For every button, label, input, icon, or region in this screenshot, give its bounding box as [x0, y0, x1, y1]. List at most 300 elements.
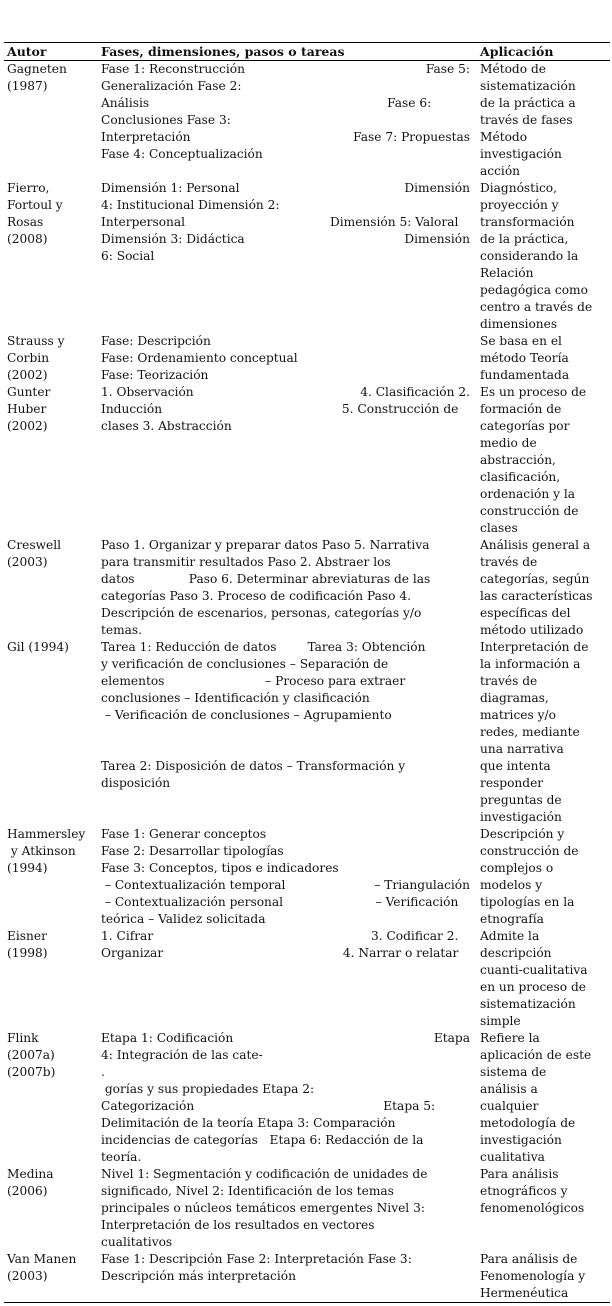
- fases-line-right: [470, 860, 478, 877]
- autor-line: (1994): [7, 861, 48, 875]
- fases-line-right: [470, 1047, 478, 1064]
- fases-line-left: Inducción: [101, 402, 163, 416]
- cell-autor: [4, 61, 101, 180]
- fases-line-right: [470, 843, 478, 860]
- autor-line: Huber: [7, 402, 47, 416]
- cell-fases: [101, 1166, 478, 1251]
- fases-line-left: Organizar: [101, 946, 164, 960]
- fases-line: [101, 112, 478, 129]
- autor-line: (2007b): [7, 1065, 56, 1079]
- autor-line: Medina: [7, 1167, 54, 1181]
- fases-line-right: [470, 418, 478, 435]
- fases-line-left: Fase 3: Conceptos, tipos e indicadores: [101, 861, 339, 875]
- fases-line-left: Etapa 1: Codificación: [101, 1031, 234, 1045]
- fases-line-right: Fase 6:: [387, 96, 470, 110]
- cell-aplicacion: [478, 1166, 610, 1251]
- cell-fases: [101, 61, 478, 180]
- fases-line-left: datos Paso 6. Determinar abreviaturas de las: [101, 572, 431, 586]
- fases-line-right: [470, 537, 478, 554]
- fases-line-left: Conclusiones Fase 3:: [101, 113, 231, 127]
- fases-line: [101, 588, 478, 605]
- fases-line: [101, 1132, 478, 1149]
- aplicacion-line: fundamentada: [480, 368, 570, 382]
- fases-line-left: Interpersonal: [101, 215, 186, 229]
- fases-line-left: significado, Nivel 2: Identificación de los temas: [101, 1184, 394, 1198]
- fases-line: [101, 333, 478, 350]
- aplicacion-line: matrices y/o: [480, 708, 556, 722]
- aplicacion-line: específicas del: [480, 606, 571, 620]
- fases-line: [101, 945, 478, 962]
- autor-line: y Atkinson: [7, 844, 76, 858]
- fases-line-left: Fase: Teorización: [101, 368, 209, 382]
- fases-line-right: [470, 1183, 478, 1200]
- aplicacion-line: de la práctica a: [480, 96, 576, 110]
- fases-line-right: [470, 1166, 478, 1183]
- autor-line: Creswell: [7, 538, 62, 552]
- aplicacion-line: la información a: [480, 657, 581, 671]
- aplicacion-line: construcción de: [480, 504, 579, 518]
- autor-line: (2008): [7, 232, 48, 246]
- aplicacion-line: responder: [480, 776, 544, 790]
- aplicacion-line: redes, mediante: [480, 725, 580, 739]
- cell-fases: [101, 384, 478, 537]
- autor-line: (2003): [7, 1269, 48, 1283]
- fases-line: [101, 1115, 478, 1132]
- fases-line-left: Tarea 2: Disposición de datos – Transformación y: [101, 759, 406, 773]
- fases-line-left: Fase: Descripción: [101, 334, 211, 348]
- aplicacion-line: en un proceso de: [480, 980, 586, 994]
- aplicacion-line: ordenación y la: [480, 487, 576, 501]
- fases-line-right: [470, 1115, 478, 1132]
- autor-line: Flink: [7, 1031, 39, 1045]
- table-row: [4, 1030, 610, 1166]
- fases-line-right: [470, 707, 478, 724]
- fases-line-right: [470, 367, 478, 384]
- aplicacion-line: Para análisis de: [480, 1252, 578, 1266]
- fases-line-right: [470, 350, 478, 367]
- aplicacion-line: análisis a: [480, 1082, 538, 1096]
- autor-line: (2006): [7, 1184, 48, 1198]
- aplicacion-line: abstracción,: [480, 453, 556, 467]
- fases-line: [101, 1234, 478, 1251]
- fases-line: [101, 707, 478, 724]
- autor-line: Strauss y: [7, 334, 65, 348]
- aplicacion-line: etnográficos y: [480, 1184, 568, 1198]
- table-row: [4, 1166, 610, 1251]
- aplicacion-line: método Teoría: [480, 351, 569, 365]
- aplicacion-line: centro a través de: [480, 300, 593, 314]
- aplicacion-line: de la práctica,: [480, 232, 569, 246]
- fases-line-right: [470, 1268, 478, 1285]
- aplicacion-line: Es un proceso de: [480, 385, 587, 399]
- fases-line: [101, 741, 478, 758]
- fases-line-left: 1. Cifrar: [101, 929, 154, 943]
- cell-fases: [101, 180, 478, 333]
- fases-line: [101, 622, 478, 639]
- fases-line: [101, 843, 478, 860]
- fases-line-right: Etapa: [433, 1031, 470, 1045]
- aplicacion-line: pedagógica como: [480, 283, 588, 297]
- fases-line: [101, 860, 478, 877]
- aplicacion-line: simple: [480, 1014, 521, 1028]
- fases-line-right: [470, 826, 478, 843]
- fases-line-right: [470, 758, 478, 775]
- aplicacion-line: considerando la: [480, 249, 579, 263]
- table-row: [4, 1251, 610, 1302]
- fases-line-left: Fase 1: Descripción Fase 2: Interpretación Fase 3:: [101, 1252, 412, 1266]
- autor-line: (1998): [7, 946, 48, 960]
- aplicacion-line: Método de: [480, 62, 546, 76]
- aplicacion-line: diagramas,: [480, 691, 549, 705]
- fases-line: [101, 1047, 478, 1064]
- table-row: [4, 639, 610, 826]
- fases-line-left: Categorización: [101, 1099, 195, 1113]
- fases-line-right: [470, 605, 478, 622]
- fases-line: [101, 214, 478, 231]
- header-fases: Fases, dimensiones, pasos o tareas: [101, 44, 345, 59]
- table-header: [4, 43, 610, 60]
- fases-line-left: Generalización Fase 2:: [101, 79, 242, 93]
- fases-line-left: y verificación de conclusiones – Separación de: [101, 657, 389, 671]
- fases-line-right: Fase 5:: [425, 62, 470, 76]
- fases-line-left: Descripción más interpretación: [101, 1269, 296, 1283]
- fases-line-left: incidencias de categorías Etapa 6: Redacción de la: [101, 1133, 424, 1147]
- fases-line-right: [470, 78, 478, 95]
- fases-line-right: [470, 1200, 478, 1217]
- autor-line: Gil (1994): [7, 640, 69, 654]
- fases-line-left: conclusiones – Identificación y clasificación: [101, 691, 370, 705]
- fases-line-left: Tarea 1: Reducción de datos Tarea 3: Obtención: [101, 640, 426, 654]
- fases-line-right: [470, 1081, 478, 1098]
- cell-autor: [4, 639, 101, 826]
- table-row: [4, 826, 610, 928]
- aplicacion-line: Descripción y: [480, 827, 565, 841]
- cell-autor: [4, 180, 101, 333]
- autor-line: Van Manen: [7, 1252, 77, 1266]
- fases-line: [101, 911, 478, 928]
- fases-line: [101, 180, 478, 197]
- fases-line-left: Dimensión 1: Personal: [101, 181, 240, 195]
- autor-line: (2003): [7, 555, 48, 569]
- fases-line-right: [470, 1234, 478, 1251]
- fases-line: [101, 1166, 478, 1183]
- fases-line: [101, 61, 478, 78]
- fases-line-left: – Contextualización personal: [101, 895, 284, 909]
- aplicacion-line: que intenta: [480, 759, 551, 773]
- fases-line: [101, 129, 478, 146]
- aplicacion-line: través de: [480, 674, 538, 688]
- aplicacion-line: Análisis general a: [480, 538, 591, 552]
- fases-line-right: [470, 571, 478, 588]
- fases-line: [101, 1149, 478, 1166]
- fases-line: [101, 1217, 478, 1234]
- fases-line-left: gorías y sus propiedades Etapa 2:: [101, 1082, 315, 1096]
- fases-line-right: [470, 146, 478, 163]
- aplicacion-line: sistematización: [480, 997, 576, 1011]
- fases-line: [101, 639, 478, 656]
- cell-autor: [4, 384, 101, 537]
- fases-line: [101, 1251, 478, 1268]
- fases-line-left: teoría.: [101, 1150, 142, 1164]
- fases-line: [101, 350, 478, 367]
- fases-line-right: – Triangulación: [374, 878, 470, 892]
- aplicacion-line: dimensiones: [480, 317, 558, 331]
- fases-line: [101, 571, 478, 588]
- aplicacion-line: Relación: [480, 266, 534, 280]
- autor-line: Eisner: [7, 929, 47, 943]
- fases-line-right: Dimensión: [404, 232, 470, 246]
- fases-line-left: Fase 4: Conceptualización: [101, 147, 263, 161]
- table-row: [4, 384, 610, 537]
- fases-line-right: [470, 911, 478, 928]
- fases-line: [101, 928, 478, 945]
- aplicacion-line: preguntas de: [480, 793, 562, 807]
- fases-line-left: Fase 1: Generar conceptos: [101, 827, 267, 841]
- fases-line-right: [470, 197, 478, 214]
- fases-line-left: para transmitir resultados Paso 2. Abstraer los: [101, 555, 391, 569]
- autor-line: Gunter: [7, 385, 51, 399]
- fases-line-left: 1. Observación: [101, 385, 194, 399]
- table-row: [4, 928, 610, 1030]
- fases-line-right: Dimensión: [404, 181, 470, 195]
- fases-line-right: [470, 622, 478, 639]
- fases-line-right: [470, 248, 478, 265]
- cell-aplicacion: [478, 1251, 610, 1302]
- cell-aplicacion: [478, 61, 610, 180]
- aplicacion-line: construcción de: [480, 844, 579, 858]
- fases-line-left: teórica – Validez solicitada: [101, 912, 266, 926]
- fases-line: [101, 826, 478, 843]
- cell-fases: [101, 333, 478, 384]
- fases-line-left: – Verificación de conclusiones – Agrupamiento: [101, 708, 392, 722]
- aplicacion-line: método utilizado: [480, 623, 584, 637]
- fases-line-left: 6: Social: [101, 249, 155, 263]
- aplicacion-line: Fenomenología y: [480, 1269, 586, 1283]
- autor-line: Rosas: [7, 215, 44, 229]
- fases-line: [101, 384, 478, 401]
- fases-line-left: .: [101, 1065, 105, 1079]
- fases-line-right: – Verificación: [375, 895, 470, 909]
- aplicacion-line: Se basa en el: [480, 334, 562, 348]
- fases-line-left: 4: Institucional Dimensión 2:: [101, 198, 280, 212]
- aplicacion-line: clases: [480, 521, 518, 535]
- fases-line-right: [470, 639, 478, 656]
- fases-line-left: elementos – Proceso para extraer: [101, 674, 406, 688]
- fases-line: [101, 1183, 478, 1200]
- fases-line-left: cualitativos: [101, 1235, 173, 1249]
- aplicacion-line: clasificación,: [480, 470, 561, 484]
- aplicacion-line: las características: [480, 589, 593, 603]
- fases-line-left: Fase: Ordenamiento conceptual: [101, 351, 298, 365]
- fases-line: [101, 1030, 478, 1047]
- fases-line-right: [470, 1064, 478, 1081]
- table-row: [4, 333, 610, 384]
- aplicacion-line: etnografía: [480, 912, 544, 926]
- cell-fases: [101, 1251, 478, 1302]
- cell-autor: [4, 1251, 101, 1302]
- fases-line: [101, 1064, 478, 1081]
- fases-line-right: Fase 7: Propuestas: [353, 130, 470, 144]
- aplicacion-line: tipologías en la: [480, 895, 575, 909]
- fases-line: [101, 1268, 478, 1285]
- autor-line: (2002): [7, 368, 48, 382]
- fases-line-left: Descripción de escenarios, personas, categorías y/o: [101, 606, 422, 620]
- aplicacion-line: aplicación de este: [480, 1048, 592, 1062]
- table-row: [4, 61, 610, 180]
- fases-line-right: [470, 1149, 478, 1166]
- autor-line: Fortoul y: [7, 198, 63, 212]
- fases-line-right: [470, 673, 478, 690]
- aplicacion-line: través de: [480, 555, 538, 569]
- fases-line-left: Dimensión 3: Didáctica: [101, 232, 245, 246]
- fases-line: [101, 1200, 478, 1217]
- fases-line-left: categorías Paso 3. Proceso de codificación Paso 4.: [101, 589, 411, 603]
- fases-line-left: Nivel 1: Segmentación y codificación de unidades de: [101, 1167, 428, 1181]
- fases-line: [101, 673, 478, 690]
- cell-aplicacion: [478, 1030, 610, 1166]
- fases-line: [101, 605, 478, 622]
- fases-line-right: [470, 690, 478, 707]
- header-autor: Autor: [7, 44, 47, 59]
- aplicacion-line: acción: [480, 164, 521, 178]
- aplicacion-line: cualquier: [480, 1099, 539, 1113]
- aplicacion-line: proyección y: [480, 198, 559, 212]
- cell-fases: [101, 928, 478, 1030]
- aplicacion-line: investigación: [480, 147, 562, 161]
- fases-line-left: temas.: [101, 623, 143, 637]
- fases-line: [101, 418, 478, 435]
- cell-autor: [4, 1166, 101, 1251]
- autor-line: Hammersley: [7, 827, 86, 841]
- aplicacion-line: Diagnóstico,: [480, 181, 558, 195]
- aplicacion-line: Para análisis: [480, 1167, 559, 1181]
- aplicacion-line: complejos o: [480, 861, 554, 875]
- fases-line: [101, 401, 478, 418]
- fases-line: [101, 894, 478, 911]
- aplicacion-line: sistematización: [480, 79, 576, 93]
- fases-line-left: principales o núcleos temáticos emergentes Nivel 3:: [101, 1201, 425, 1215]
- fases-line: [101, 1098, 478, 1115]
- aplicacion-line: metodología de: [480, 1116, 576, 1130]
- fases-line-right: [470, 333, 478, 350]
- aplicacion-line: descripción: [480, 946, 552, 960]
- fases-line: [101, 724, 478, 741]
- fases-line: [101, 537, 478, 554]
- methods-table: [4, 42, 610, 1303]
- fases-line-right: [470, 1132, 478, 1149]
- fases-line-left: clases 3. Abstracción: [101, 419, 232, 433]
- aplicacion-line: cuanti-cualitativa: [480, 963, 588, 977]
- fases-line-left: Delimitación de la teoría Etapa 3: Comparación: [101, 1116, 396, 1130]
- autor-line: (1987): [7, 79, 48, 93]
- fases-line: [101, 758, 478, 775]
- cell-aplicacion: [478, 639, 610, 826]
- cell-fases: [101, 1030, 478, 1166]
- fases-line-left: Análisis: [101, 96, 150, 110]
- fases-line-left: Interpretación: [101, 130, 191, 144]
- aplicacion-line: través de fases: [480, 113, 573, 127]
- table-body: [4, 61, 610, 1302]
- cell-autor: [4, 1030, 101, 1166]
- autor-line: Fierro,: [7, 181, 50, 195]
- aplicacion-line: categorías, según: [480, 572, 590, 586]
- cell-fases: [101, 826, 478, 928]
- aplicacion-line: Admite la: [480, 929, 540, 943]
- aplicacion-line: una narrativa: [480, 742, 564, 756]
- fases-line-right: 3. Codificar 2.: [370, 929, 470, 943]
- fases-line-left: disposición: [101, 776, 171, 790]
- fases-line: [101, 231, 478, 248]
- fases-line-left: Paso 1. Organizar y preparar datos Paso 5. Narrativa: [101, 538, 430, 552]
- cell-autor: [4, 928, 101, 1030]
- aplicacion-line: Interpretación de: [480, 640, 589, 654]
- fases-line-right: [470, 656, 478, 673]
- cell-fases: [101, 639, 478, 826]
- fases-line-left: Interpretación de los resultados en vectores: [101, 1218, 375, 1232]
- cell-autor: [4, 826, 101, 928]
- fases-line-right: [470, 1251, 478, 1268]
- aplicacion-line: modelos y: [480, 878, 543, 892]
- fases-line: [101, 1081, 478, 1098]
- fases-line-right: 4. Clasificación 2.: [360, 385, 470, 399]
- fases-line: [101, 248, 478, 265]
- fases-line-left: 4: Integración de las cate-: [101, 1048, 263, 1062]
- aplicacion-line: fenomenológicos: [480, 1201, 585, 1215]
- cell-aplicacion: [478, 537, 610, 639]
- fases-line-right: Dimensión 5: Valoral: [329, 215, 470, 229]
- fases-line: [101, 78, 478, 95]
- autor-line: (2007a): [7, 1048, 55, 1062]
- aplicacion-line: formación de: [480, 402, 562, 416]
- fases-line: [101, 146, 478, 163]
- aplicacion-line: transformación: [480, 215, 575, 229]
- fases-line: [101, 877, 478, 894]
- aplicacion-line: sistema de: [480, 1065, 547, 1079]
- fases-line: [101, 197, 478, 214]
- cell-aplicacion: [478, 384, 610, 537]
- fases-line-right: [470, 741, 478, 758]
- aplicacion-line: categorías por: [480, 419, 570, 433]
- fases-line-right: [470, 112, 478, 129]
- fases-line-right: [470, 775, 478, 792]
- cell-aplicacion: [478, 826, 610, 928]
- autor-line: Corbin: [7, 351, 50, 365]
- fases-line-right: [470, 1217, 478, 1234]
- autor-line: Gagneten: [7, 62, 67, 76]
- aplicacion-line: investigación: [480, 810, 562, 824]
- fases-line-right: Etapa 5:: [383, 1099, 470, 1113]
- autor-line: (2002): [7, 419, 48, 433]
- fases-line-right: 5. Construcción de: [341, 402, 470, 416]
- table-row: [4, 180, 610, 333]
- aplicacion-line: medio de: [480, 436, 537, 450]
- cell-aplicacion: [478, 928, 610, 1030]
- fases-line-right: [470, 554, 478, 571]
- fases-line: [101, 656, 478, 673]
- table-bottom-rule: [4, 1302, 610, 1303]
- fases-line: [101, 367, 478, 384]
- fases-line-right: [470, 588, 478, 605]
- fases-line: [101, 554, 478, 571]
- cell-autor: [4, 537, 101, 639]
- fases-line-left: Fase 2: Desarrollar tipologías: [101, 844, 284, 858]
- table-row: [4, 537, 610, 639]
- fases-line-right: 4. Narrar o relatar: [342, 946, 470, 960]
- cell-autor: [4, 333, 101, 384]
- fases-line-left: Fase 1: Reconstrucción: [101, 62, 245, 76]
- cell-fases: [101, 537, 478, 639]
- aplicacion-line: Método: [480, 130, 528, 144]
